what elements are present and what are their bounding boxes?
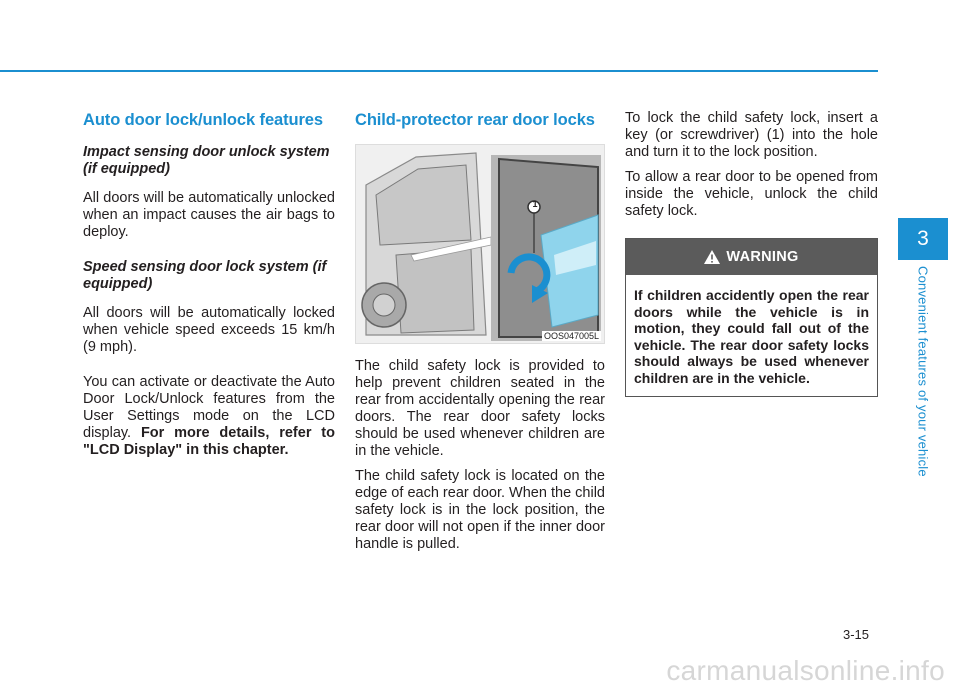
lcd-display-reference: For more details, refer to "LCD Display" in this chapter. (83, 425, 335, 458)
column-left (83, 110, 335, 467)
paragraph-impact-sensing: All doors will be automatically unlocked when an impact causes the air bags to deploy. (83, 190, 335, 240)
subheading-impact-sensing: Impact sensing door unlock system (if equipped) (83, 144, 330, 177)
paragraph-how-to-unlock: To allow a rear door to be opened from inside the vehicle, unlock the child safety lock. (625, 169, 878, 219)
warning-box (625, 238, 878, 397)
top-rule (0, 70, 878, 72)
column-right (625, 110, 878, 397)
section-title-child-protector: Child-protector rear door locks (355, 111, 595, 129)
warning-text: If children accidently open the rear doors while the vehicle is in motion, they could fall out of the vehicle. The rear door safety locks should always be used whenever children are in the vehicle. (634, 287, 869, 386)
page-number: 3-15 (843, 627, 870, 642)
subheading-speed-sensing: Speed sensing door lock system (if equipped) (83, 259, 327, 292)
warning-title: WARNING (726, 249, 799, 265)
chapter-number-tab: 3 (898, 218, 948, 260)
callout-1: 1 (532, 199, 538, 209)
paragraph-activate-text: You can activate or deactivate the Auto Door Lock/Unlock features from the User Settings mode on the LCD display. (83, 374, 335, 441)
watermark: carmanualsonline.info (666, 655, 945, 686)
section-title-auto-door-lock: Auto door lock/unlock features (83, 111, 323, 129)
paragraph-how-to-lock: To lock the child safety lock, insert a key (or screwdriver) (1) into the hole and turn it to the lock position. (625, 110, 878, 160)
paragraph-activate-deactivate (83, 374, 335, 459)
paragraph-child-lock-location: The child safety lock is located on the edge of each rear door. When the child safety lock is in the lock position, the rear door will not open if the inner door handle is pulled. (355, 468, 605, 552)
chapter-title: Convenient features of your vehicle (915, 266, 931, 477)
rear-door-drawing (356, 145, 604, 343)
warning-triangle-icon (704, 250, 720, 264)
warning-header (626, 239, 877, 275)
column-middle (355, 110, 605, 561)
child-lock-illustration (355, 144, 605, 344)
paragraph-child-lock-purpose: The child safety lock is provided to help prevent children seated in the rear from accidentally opening the rear doors. The rear door safety locks should be used whenever children are in the vehicle. (355, 358, 605, 459)
paragraph-speed-sensing: All doors will be automatically locked when vehicle speed exceeds 15 km/h (9 mph). (83, 305, 335, 355)
figure-code: OOS047005L (543, 331, 599, 341)
